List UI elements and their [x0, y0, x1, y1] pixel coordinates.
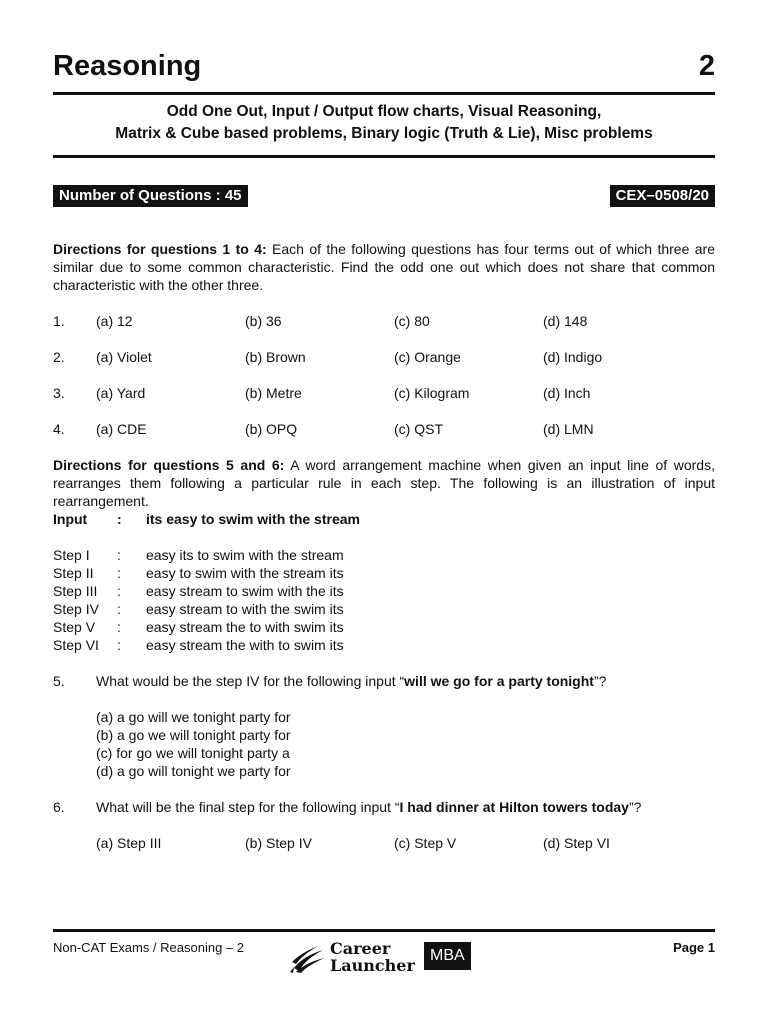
footer-rule [53, 929, 715, 932]
option-b: (b) Metre [245, 385, 302, 401]
step-label: Step II [53, 565, 94, 581]
question-count-badge: Number of Questions : 45 [53, 185, 248, 207]
question-input-phrase: I had dinner at Hilton towers today [399, 799, 629, 815]
chapter-subtitle [53, 101, 715, 145]
step-colon: : [117, 619, 121, 635]
question-row [53, 312, 715, 330]
flame-swoosh-icon [290, 942, 326, 974]
step-label: Step IV [53, 601, 99, 617]
chapter-number: 2 [698, 50, 715, 82]
logo-line-1: Career [330, 939, 391, 958]
footer-exam-label: Non-CAT Exams / Reasoning – 2 [53, 940, 244, 955]
mba-badge: MBA [424, 942, 471, 970]
input-label: Input [53, 511, 88, 527]
option-d: (d) Indigo [543, 349, 603, 365]
question-number: 3. [53, 385, 65, 401]
step-colon: : [117, 637, 121, 653]
option-c: (c) QST [394, 421, 443, 437]
option-c: (c) 80 [394, 313, 430, 329]
option-a: (a) 12 [96, 313, 133, 329]
question-input-phrase: will we go for a party tonight [404, 673, 594, 689]
header-rule-top [53, 92, 715, 95]
question-number: 6. [53, 799, 65, 815]
option-d: (d) a go will tonight we party for [96, 763, 291, 779]
option-b: (b) 36 [245, 313, 282, 329]
directions-1-4-lead: Directions for questions 1 to 4: [53, 241, 267, 257]
option-c: (c) Step V [394, 835, 457, 851]
input-text: its easy to swim with the stream [146, 511, 360, 527]
step-label: Step VI [53, 637, 99, 653]
question-6-options [53, 834, 715, 852]
step-colon: : [117, 583, 121, 599]
step-label: Step III [53, 583, 98, 599]
question-row [53, 420, 715, 438]
directions-5-6-lead: Directions for questions 5 and 6: [53, 457, 285, 473]
question-number: 5. [53, 673, 65, 689]
step-text: easy stream the with to swim its [146, 637, 344, 653]
header-rule-bottom [53, 155, 715, 158]
question-row [53, 384, 715, 402]
question-number: 2. [53, 349, 65, 365]
directions-1-4-text: Each of the following questions has four terms out of which three are similar due to some common characteristic. Find the odd one out which does not share that common characteristic with the other three. [53, 241, 715, 293]
option-c: (c) Orange [394, 349, 461, 365]
option-b: (b) OPQ [245, 421, 298, 437]
step-colon: : [117, 565, 121, 581]
option-a: (a) Violet [96, 349, 152, 365]
option-d: (d) Step VI [543, 835, 610, 851]
directions-1-4 [53, 240, 715, 294]
option-c: (c) Kilogram [394, 385, 470, 401]
page-number: Page 1 [673, 940, 715, 955]
exam-code-badge: CEX–0508/20 [610, 185, 715, 207]
step-label: Step V [53, 619, 96, 635]
question-suffix: ”? [593, 673, 607, 689]
step-text: easy stream the to with swim its [146, 619, 344, 635]
step-text: easy to swim with the stream its [146, 565, 344, 581]
directions-5-6-text: A word arrangement machine when given an input line of words, rearranges them following a particular rule in each step. The following is an illustration of input rearrangement. [53, 457, 715, 509]
subtitle-line-2: Matrix & Cube based problems, Binary logic (Truth & Lie), Misc problems [115, 125, 653, 142]
question-text [96, 672, 606, 690]
subtitle-line-1: Odd One Out, Input / Output flow charts, Visual Reasoning, [166, 103, 602, 120]
step-colon: : [117, 601, 121, 617]
option-c: (c) for go we will tonight party a [96, 745, 290, 761]
question-row [53, 348, 715, 366]
logo-line-2: Launcher [330, 956, 415, 975]
option-a: (a) Yard [96, 385, 146, 401]
logo-text [330, 940, 415, 974]
option-a: (a) CDE [96, 421, 147, 437]
input-colon: : [117, 511, 122, 527]
option-d: (d) LMN [543, 421, 594, 437]
question-suffix: ”? [628, 799, 642, 815]
question-5-options [96, 708, 291, 780]
option-b: (b) Brown [245, 349, 306, 365]
option-d: (d) 148 [543, 313, 588, 329]
option-b: (b) a go we will tonight party for [96, 727, 291, 743]
page-title: Reasoning [53, 50, 202, 82]
option-a: (a) a go will we tonight party for [96, 709, 291, 725]
question-number: 4. [53, 421, 65, 437]
step-text: easy stream to swim with the its [146, 583, 344, 599]
option-a: (a) Step III [96, 835, 162, 851]
step-text: easy stream to with the swim its [146, 601, 344, 617]
question-prefix: What will be the final step for the following input “ [96, 799, 400, 815]
question-prefix: What would be the step IV for the following input “ [96, 673, 405, 689]
step-text: easy its to swim with the stream [146, 547, 344, 563]
page-header [53, 50, 715, 86]
step-label: Step I [53, 547, 90, 563]
option-d: (d) Inch [543, 385, 591, 401]
option-b: (b) Step IV [245, 835, 312, 851]
question-number: 1. [53, 313, 65, 329]
question-text [96, 798, 641, 816]
directions-5-6 [53, 456, 715, 510]
step-colon: : [117, 547, 121, 563]
